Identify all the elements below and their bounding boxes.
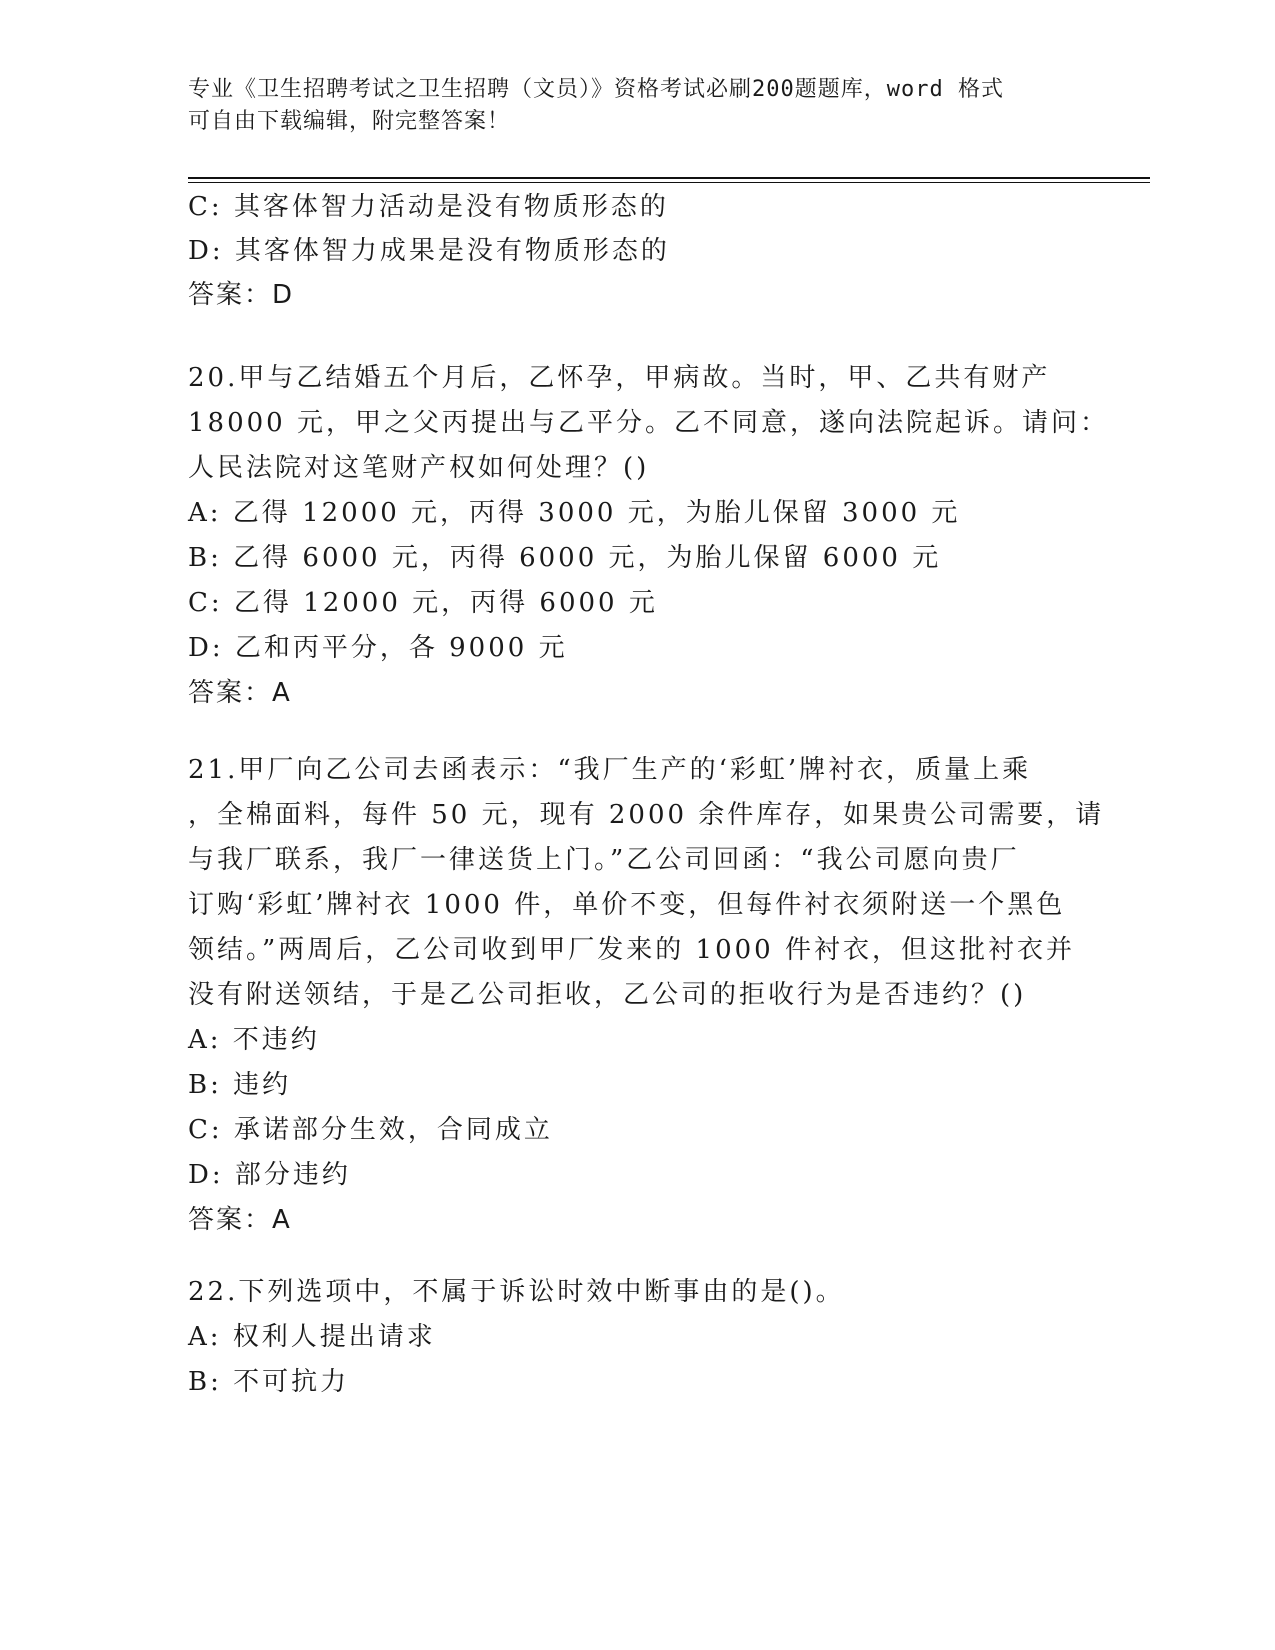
option-d: D: 部分违约 bbox=[188, 1160, 351, 1190]
option-d: D: 其客体智力成果是没有物质形态的 bbox=[188, 236, 670, 266]
answer-label: 答案：A bbox=[188, 678, 292, 708]
option-b: B: 乙得 6000 元，丙得 6000 元，为胎儿保留 6000 元 bbox=[188, 543, 942, 573]
option-d: D: 乙和丙平分，各 9000 元 bbox=[188, 633, 568, 663]
option-b: B: 不可抗力 bbox=[188, 1367, 350, 1397]
option-c: C: 承诺部分生效，合同成立 bbox=[188, 1115, 553, 1145]
option-a: A: 权利人提出请求 bbox=[188, 1322, 436, 1352]
header-line-2: 可自由下载编辑，附完整答案！ bbox=[188, 109, 511, 134]
question-stem-line: 18000 元，甲之父丙提出与乙平分。乙不同意，遂向法院起诉。请问： bbox=[188, 408, 1109, 438]
question-stem-line: 没有附送领结，于是乙公司拒收，乙公司的拒收行为是否违约？() bbox=[188, 980, 1027, 1010]
question-stem-line: 人民法院对这笔财产权如何处理？() bbox=[188, 453, 650, 483]
answer-label: 答案：D bbox=[188, 280, 295, 310]
header-divider-thick bbox=[188, 177, 1150, 179]
question-stem-line: 订购‘彩虹’牌衬衣 1000 件，单价不变，但每件衬衣须附送一个黑色 bbox=[188, 890, 1066, 920]
question-22 bbox=[188, 1270, 1068, 1405]
option-b: B: 违约 bbox=[188, 1070, 292, 1100]
option-a: A: 不违约 bbox=[188, 1025, 320, 1055]
question-stem-line: 21.甲厂向乙公司去函表示：“我厂生产的‘彩虹’牌衬衣，质量上乘 bbox=[188, 755, 1032, 785]
header-divider-thin bbox=[188, 182, 1150, 183]
question-stem-line: 20.甲与乙结婚五个月后，乙怀孕，甲病故。当时，甲、乙共有财产 bbox=[188, 363, 1051, 393]
option-c: C: 乙得 12000 元，丙得 6000 元 bbox=[188, 588, 658, 618]
header-line-1: 专业《卫生招聘考试之卫生招聘（文员）》资格考试必刷200题题库，word 格式 bbox=[188, 77, 1004, 102]
document-header bbox=[188, 74, 1088, 138]
question-20 bbox=[188, 356, 1109, 716]
question-stem-line: 与我厂联系，我厂一律送货上门。”乙公司回函：“我公司愿向贵厂 bbox=[188, 845, 1020, 875]
question-stem-line: 22.下列选项中，不属于诉讼时效中断事由的是()。 bbox=[188, 1277, 845, 1307]
option-a: A: 乙得 12000 元，丙得 3000 元，为胎儿保留 3000 元 bbox=[188, 498, 961, 528]
question-stem-line: ，全棉面料，每件 50 元，现有 2000 余件库存，如果贵公司需要，请 bbox=[188, 800, 1105, 830]
answer-label: 答案：A bbox=[188, 1205, 292, 1235]
option-c: C: 其客体智力活动是没有物质形态的 bbox=[188, 192, 669, 222]
question-21 bbox=[188, 748, 1105, 1243]
question-stem-line: 领结。”两周后，乙公司收到甲厂发来的 1000 件衬衣，但这批衬衣并 bbox=[188, 935, 1075, 965]
